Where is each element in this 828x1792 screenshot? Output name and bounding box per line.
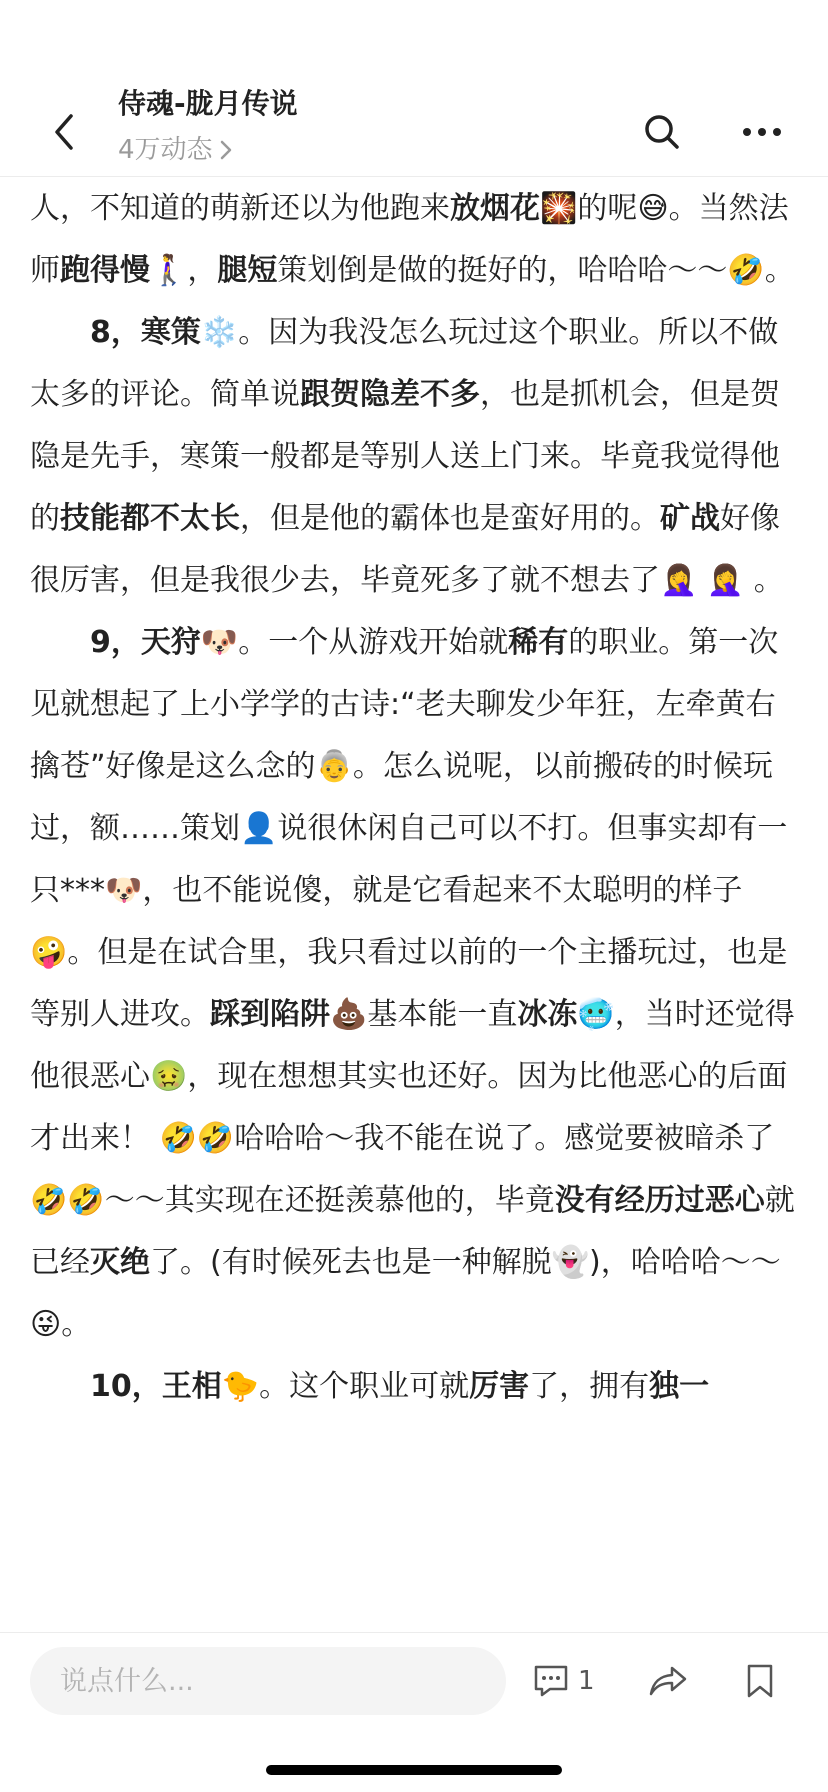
activity-count: 4万动态 — [118, 135, 213, 165]
text-segment: ❄️。因为我没怎么玩过这个职业。所以不做太多的评论。简单说 — [30, 315, 779, 412]
text-segment: 🐶。一个从游戏开始就 — [200, 625, 509, 660]
chevron-right-icon — [219, 139, 233, 161]
text-segment: 就已经 — [30, 1183, 795, 1280]
emphasized-text: 放烟花 — [450, 191, 540, 226]
emphasized-text: 跟贺隐差不多 — [300, 377, 480, 412]
bookmark-button[interactable] — [732, 1653, 788, 1709]
article-body — [30, 178, 800, 1628]
emphasized-text: 10，王相 — [90, 1369, 222, 1404]
search-button[interactable] — [636, 106, 688, 158]
emphasized-text: 没有经历过恶心 — [554, 1183, 765, 1218]
topic-title: 侍魂-胧月传说 — [118, 87, 298, 120]
emphasized-text: 腿短 — [217, 253, 278, 288]
emphasized-text: 灭绝 — [90, 1245, 150, 1280]
emphasized-text: 8，寒策 — [90, 315, 201, 350]
chevron-left-icon — [49, 112, 79, 152]
text-segment: 🎇的呢😅。当然法师 — [30, 191, 789, 288]
text-segment: 好像很厉害，但是我很少去，毕竟死多了就不想去了🤦‍♀️ 🤦‍♀️ 。 — [30, 501, 784, 598]
topic-subtitle[interactable] — [118, 130, 298, 170]
topic-info[interactable] — [118, 84, 298, 170]
article-paragraph — [30, 178, 800, 302]
text-segment: 策划倒是做的挺好的，哈哈哈～～🤣。 — [277, 253, 795, 288]
comment-button[interactable] — [532, 1653, 595, 1709]
article-paragraph — [30, 302, 800, 612]
emphasized-text: 踩到陷阱 — [210, 997, 330, 1032]
comment-input[interactable] — [30, 1647, 506, 1715]
emphasized-text: 稀有 — [508, 625, 569, 660]
article-paragraph — [30, 612, 800, 1356]
more-button[interactable] — [736, 106, 788, 158]
text-segment: 💩基本能一直 — [330, 997, 518, 1032]
emphasized-text: 矿战 — [660, 501, 720, 536]
text-segment: 了。(有时候死去也是一种解脱👻)，哈哈哈～～😜。 — [30, 1245, 781, 1342]
emphasized-text: 9，天狩 — [90, 625, 201, 660]
search-icon — [642, 112, 682, 152]
comment-bubble-icon — [532, 1663, 570, 1699]
comment-count: 1 — [578, 1666, 595, 1696]
text-segment: 的职业。第一次见就想起了上小学学的古诗:“老夫聊发少年狂，左牵黄右擒苍”好像是这么念的👵。怎么说呢，以前搬砖的时候玩过，额……策划👤说很休闲自己可以不打。但事实却有一只***🐶，也不能说傻，就是它看起来不太聪明的样子🤪。但是在试合里，我只看过以前的一个主播玩过，也是等别人进攻。 — [30, 625, 788, 1032]
text-segment: 了，拥有 — [529, 1369, 650, 1404]
text-segment: 🐤。这个职业可就 — [221, 1369, 470, 1404]
bottom-action-bar — [0, 1632, 828, 1792]
home-indicator — [266, 1765, 562, 1775]
share-arrow-icon — [648, 1664, 688, 1698]
emphasized-text: 跑得慢 — [60, 253, 150, 288]
top-nav-bar — [0, 0, 828, 177]
text-segment: ，也是抓机会，但是贺隐是先手，寒策一般都是等别人送上门来。毕竟我觉得他的 — [30, 377, 780, 536]
share-button[interactable] — [640, 1653, 696, 1709]
text-segment: ，但是他的霸体也是蛮好用的。 — [240, 501, 660, 536]
emphasized-text: 技能都不太长 — [60, 501, 240, 536]
more-dots-icon — [742, 126, 782, 138]
emphasized-text: 独一 — [649, 1369, 710, 1404]
text-segment: 🥶，当时还觉得他很恶心🤢，现在想想其实也还好。因为比他恶心的后面才出来！ 🤣🤣哈哈哈～我不能在说了。感觉要被暗杀了🤣🤣～～其实现在还挺羡慕他的，毕竟 — [30, 997, 795, 1218]
text-segment: 人，不知道的萌新还以为他跑来 — [30, 191, 450, 226]
emphasized-text: 冰冻 — [517, 997, 578, 1032]
back-button[interactable] — [36, 104, 92, 160]
text-segment: 🚶‍♀️， — [150, 253, 218, 288]
emphasized-text: 厉害 — [469, 1369, 530, 1404]
bookmark-icon — [745, 1663, 775, 1699]
article-paragraph — [30, 1356, 800, 1418]
